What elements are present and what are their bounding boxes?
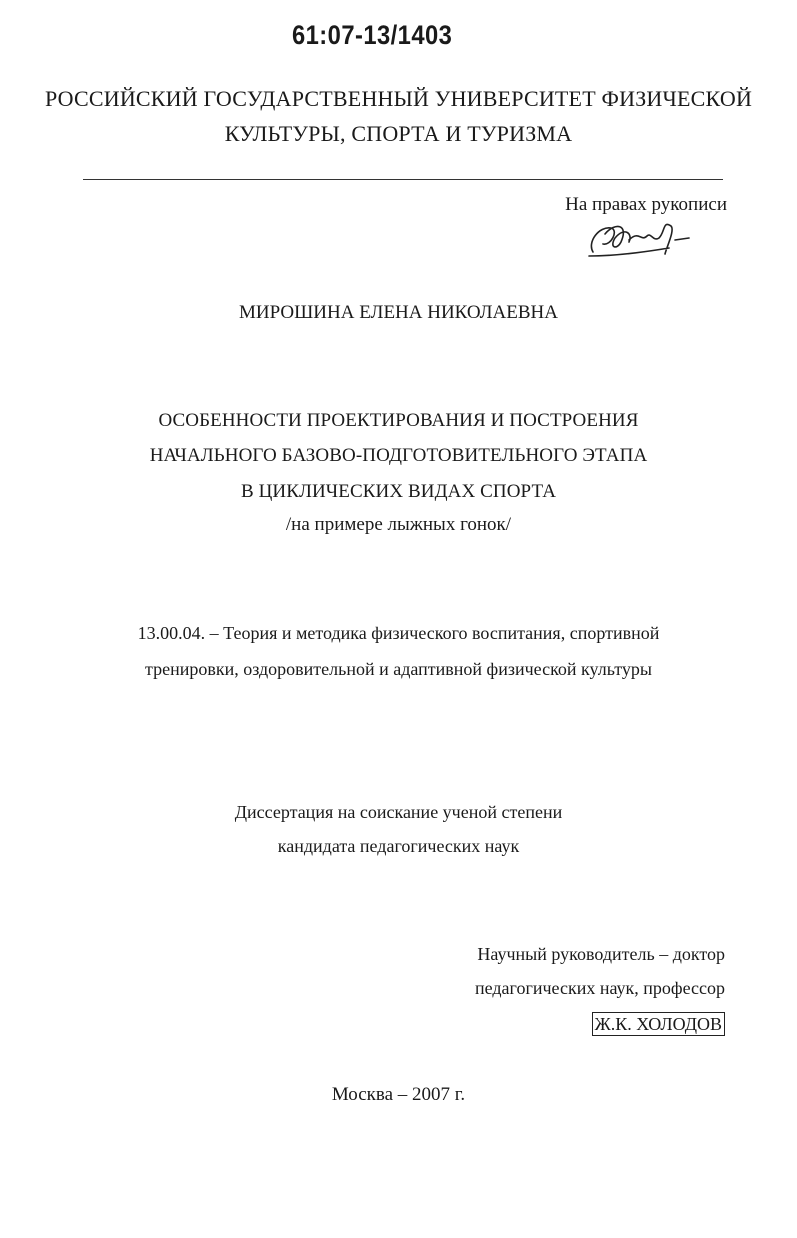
specialty-line-2: тренировки, оздоровительной и адаптивной физической культуры (145, 659, 652, 679)
manuscript-note: На правах рукописи (565, 194, 727, 215)
author-name: МИРОШИНА ЕЛЕНА НИКОЛАЕВНА (238, 302, 558, 323)
archive-code: 61:07-13/1403 (292, 20, 453, 50)
title-line-3: В ЦИКЛИЧЕСКИХ ВИДАХ СПОРТА (240, 481, 557, 502)
university-name-line-2: КУЛЬТУРЫ, СПОРТА И ТУРИЗМА (224, 121, 573, 146)
supervisor-name: Ж.К. ХОЛОДОВ (592, 1012, 725, 1036)
degree-line-1: Диссертация на соискание ученой степени (234, 802, 563, 822)
specialty-line-1: 13.00.04. – Теория и методика физического воспитания, спортивной (137, 623, 660, 643)
title-line-2: НАЧАЛЬНОГО БАЗОВО-ПОДГОТОВИТЕЛЬНОГО ЭТАПА (149, 445, 648, 466)
title-subtitle: /на примере лыжных гонок/ (285, 514, 512, 535)
degree-line-2: кандидата педагогических наук (277, 836, 520, 856)
city-year: Москва – 2007 г. (331, 1084, 466, 1105)
supervisor-line-2: педагогических наук, профессор (474, 978, 725, 998)
header-divider (83, 179, 723, 180)
supervisor-line-1: Научный руководитель – доктор (477, 944, 725, 964)
author-signature (585, 212, 695, 262)
title-line-1: ОСОБЕННОСТИ ПРОЕКТИРОВАНИЯ И ПОСТРОЕНИЯ (158, 410, 639, 431)
university-name-line-1: РОССИЙСКИЙ ГОСУДАРСТВЕННЫЙ УНИВЕРСИТЕТ ФИЗИЧЕСКОЙ (44, 86, 753, 111)
